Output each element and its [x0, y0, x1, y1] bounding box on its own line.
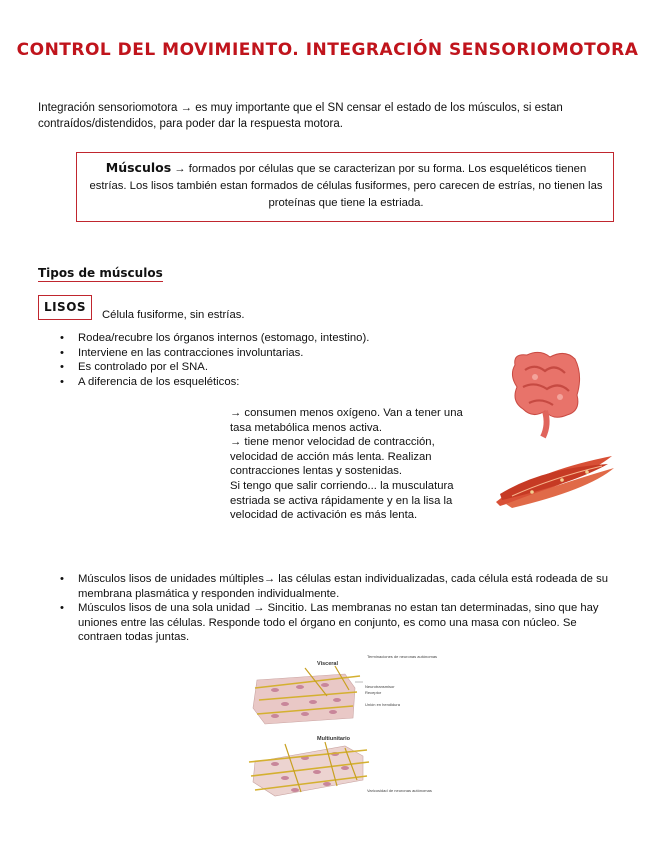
section-title: Tipos de músculos	[38, 266, 163, 280]
diagram-label-terminals: Terminaciones de neuronas autónomas	[367, 654, 438, 659]
diagram-label-varicosity: Varicosidad de neuronas autónomas	[367, 788, 432, 793]
definition-text	[86, 159, 606, 212]
diagram-label-neurotransmitter: Neurotransmisor	[365, 684, 395, 689]
lisos-bullet-list	[58, 331, 369, 389]
comparison-line: → consumen menos oxígeno. Van a tener una tasa metabólica menos activa.	[230, 407, 463, 434]
lisos-label: LISOS	[38, 295, 92, 320]
list-item: • Músculos lisos de unidades múltiples→ las células estan individualizadas, cada célula está rodeada de su membrana plasmática y responden individualmente.	[58, 572, 623, 601]
intestine-illustration	[505, 345, 585, 440]
diagram-label-visceral: Visceral	[317, 661, 339, 667]
comparison-text	[230, 406, 470, 523]
diagram-label-junction: Unión en hendidura	[365, 702, 400, 707]
intro-paragraph: Integración sensoriomotora → es muy importante que el SN censar el estado de los músculos, si estan contraídos/distendidos, para poder dar la respuesta motora.	[38, 102, 563, 130]
list-item: • Músculos lisos de una sola unidad → Sincitio. Las membranas no estan tan determinadas, sino que hay uniones entre las células. Responde todo el órgano en conjunto, es como una masa con núcleo. Se contraen todas juntas.	[58, 601, 623, 645]
list-item: • Rodea/recubre los órganos internos (estomago, intestino).	[58, 331, 369, 346]
muscle-fibers-illustration	[492, 450, 617, 508]
comparison-line: Si tengo que salir corriendo... la musculatura estriada se activa rápidamente y en la lisa la velocidad de activación es más lenta.	[230, 479, 454, 522]
lisos-description: Célula fusiforme, sin estrías.	[102, 309, 245, 321]
diagram-label-multiunit: Multiunitario	[317, 736, 350, 742]
smooth-muscle-diagram	[245, 652, 438, 822]
list-item: • Interviene en las contracciones involuntarias.	[58, 346, 369, 361]
list-item: • Es controlado por el SNA.	[58, 360, 369, 375]
comparison-line: → tiene menor velocidad de contracción, velocidad de acción más lenta. Realizan contracciones lentas y sostenidas.	[230, 436, 435, 478]
definition-body: → formados por células que se caracterizan por su forma. Los esqueléticos tienen estrías. Los lisos también estan formados de células fusiformes, pero carecen de estrías, no tienen las proteínas que tiene la estriada.	[89, 163, 603, 209]
smooth-muscle-types-list	[58, 572, 623, 645]
page-title: CONTROL DEL MOVIMIENTO. INTEGRACIÓN SENSORIOMOTORA	[16, 40, 639, 60]
diagram-label-receptor: Receptor	[365, 690, 382, 695]
list-item: • A diferencia de los esqueléticos:	[58, 375, 369, 390]
definition-keyword: Músculos	[105, 160, 172, 175]
